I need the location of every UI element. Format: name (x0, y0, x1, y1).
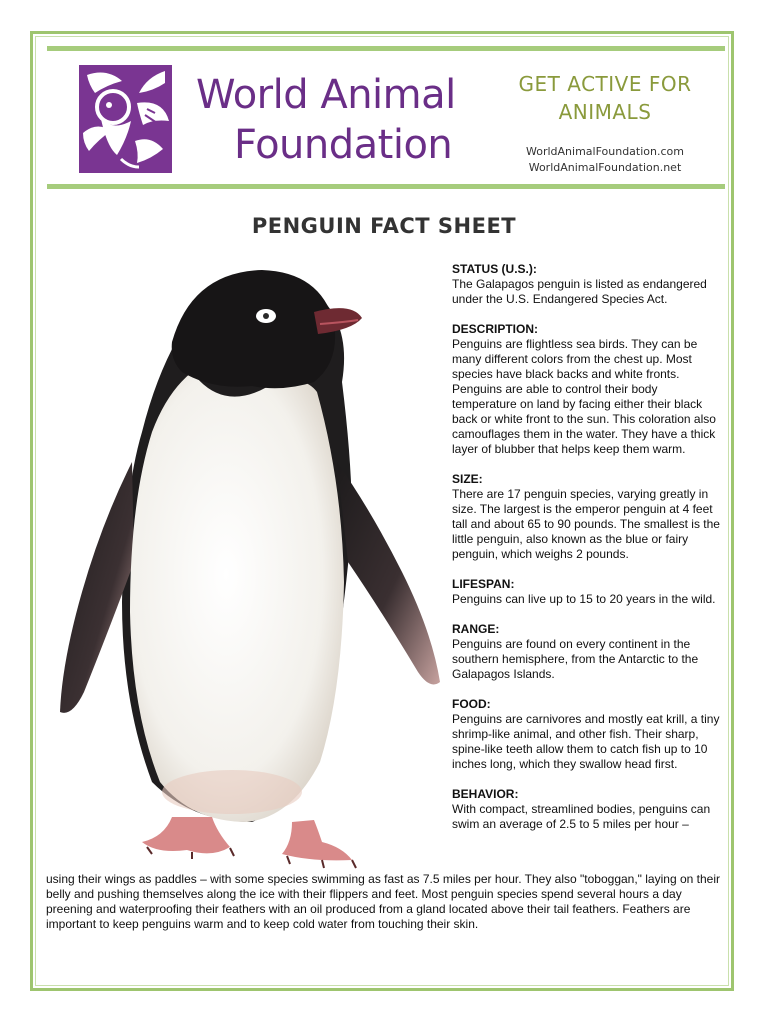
url-com-link[interactable]: WorldAnimalFoundation.com (526, 145, 684, 158)
animal-foundation-logo-icon (77, 63, 174, 175)
section-lifespan (452, 577, 724, 607)
section-status (452, 262, 724, 307)
section-food (452, 697, 724, 772)
adelie-penguin-photo (52, 262, 444, 872)
fact-sections (452, 262, 724, 832)
behavior-continued-text: using their wings as paddles – with some species swimming as fast as 7.5 miles per hour. They also "toboggan," laying on their belly and pushing themselves along the ice with their flippers and feet. Most penguin species spend several hours a day preening and waterproofing their feathers with an oil produced from a gland located above their tail feathers. Feathers are important to keep penguins warm and to keep cold water from touching their skin. (46, 872, 720, 931)
section-size (452, 472, 724, 562)
section-text: There are 17 penguin species, varying greatly in size. The largest is the emperor penguin at 4 feet tall and about 65 to 90 pounds. The smallest is the little penguin, also known as the blue or fairy penguin, which weighs 2 pounds. (452, 487, 720, 561)
org-name-line1: World Animal (196, 72, 456, 118)
org-name-line2: Foundation (234, 122, 453, 168)
section-heading: RANGE: (452, 622, 500, 636)
section-text: Penguins are carnivores and mostly eat krill, a tiny shrimp-like animal, and other fish. Their sharp, spine-like teeth allow them to catch fish up to 10 inches long, which they swallow head first. (452, 712, 720, 771)
section-description (452, 322, 724, 457)
organization-name (196, 70, 496, 170)
header-top-band (47, 46, 725, 51)
section-heading: STATUS (U.S.): (452, 262, 537, 276)
url-net-link[interactable]: WorldAnimalFoundation.net (528, 161, 682, 174)
slogan (500, 70, 710, 126)
section-heading: FOOD: (452, 697, 491, 711)
slogan-line2: ANIMALS (558, 100, 652, 124)
section-text: The Galapagos penguin is listed as endangered under the U.S. Endangered Species Act. (452, 277, 707, 306)
section-text: Penguins are found on every continent in the southern hemisphere, from the Antarctic to the Galapagos Islands. (452, 637, 699, 681)
page-title: PENGUIN FACT SHEET (251, 214, 517, 238)
header-bottom-band (47, 184, 725, 189)
section-text: Penguins are flightless sea birds. They can be many different colors from the chest up. Most species have black backs and white fronts. Penguins are able to control their body temperature on land by facing either their black back or white front to the sun. This coloration also camouflages them in the water. They have a thick layer of blubber that helps keep them warm. (452, 337, 716, 456)
section-heading: SIZE: (452, 472, 483, 486)
section-heading: LIFESPAN: (452, 577, 515, 591)
section-range (452, 622, 724, 682)
website-urls (505, 144, 705, 176)
section-heading: DESCRIPTION: (452, 322, 539, 336)
section-heading: BEHAVIOR: (452, 787, 519, 801)
section-behavior (452, 787, 724, 832)
slogan-line1: GET ACTIVE FOR (518, 72, 692, 96)
section-text: Penguins can live up to 15 to 20 years in the wild. (452, 592, 716, 606)
section-text: With compact, streamlined bodies, penguins can swim an average of 2.5 to 5 miles per hour – (452, 802, 711, 831)
behavior-continued (46, 872, 726, 932)
